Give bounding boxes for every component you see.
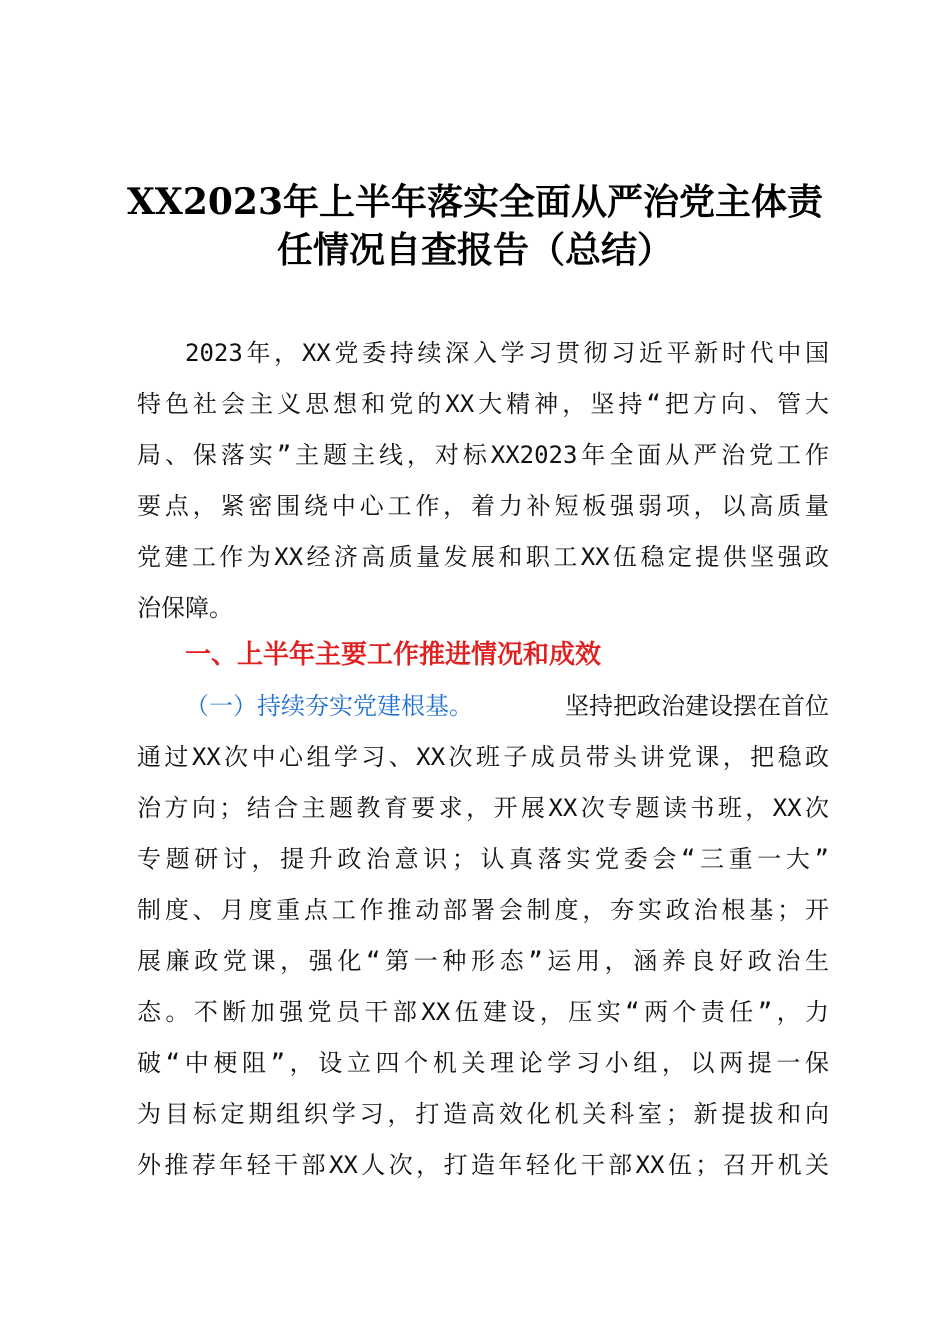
body-line-5: 展廉政党课，强化“第一种形态”运用，涵养良好政治生 [137, 947, 829, 975]
body-line-8: 为目标定期组织学习，打造高效化机关科室；新提拔和向 [137, 1100, 829, 1128]
subsection-1-first-line [185, 681, 829, 732]
intro-line-5: 党建工作为XX经济高质量发展和职工XX伍稳定提供坚强政 [137, 543, 829, 571]
intro-line-4: 要点，紧密围绕中心工作，着力补短板强弱项，以高质量 [137, 492, 829, 520]
intro-line-2: 特色社会主义思想和党的XX大精神，坚持“把方向、管大 [137, 390, 829, 418]
document-title-line-1: XX2023年上半年落实全面从严治党主体责 [126, 181, 824, 223]
body-line-9: 外推荐年轻干部XX人次，打造年轻化干部XX伍；召开机关 [137, 1151, 829, 1179]
section-heading-1: 一、上半年主要工作推进情况和成效 [185, 640, 602, 670]
body-line-1: 通过XX次中心组学习、XX次班子成员带头讲党课，把稳政 [137, 743, 829, 771]
intro-line-6: 治保障。 [137, 594, 233, 622]
body-line-2: 治方向；结合主题教育要求，开展XX次专题读书班，XX次 [137, 794, 829, 822]
body-line-4: 制度、月度重点工作推动部署会制度，夯实政治根基；开 [137, 896, 829, 924]
subsection-1-first-line-text: 坚持把政治建设摆在首位 [565, 692, 829, 720]
intro-line-3: 局、保落实”主题主线，对标XX2023年全面从严治党工作 [137, 441, 829, 469]
intro-line-1: 2023年，XX党委持续深入学习贯彻习近平新时代中国 [185, 339, 829, 367]
body-line-6: 态。不断加强党员干部XX伍建设，压实“两个责任”，力 [137, 998, 829, 1026]
document-title-line-2: 任情况自查报告（总结） [276, 229, 673, 271]
body-line-7: 破“中梗阻”，设立四个机关理论学习小组，以两提一保 [137, 1049, 829, 1077]
subsection-1-label: （一）持续夯实党建根基。 [185, 692, 473, 720]
body-line-3: 专题研讨，提升政治意识；认真落实党委会“三重一大” [137, 845, 829, 873]
